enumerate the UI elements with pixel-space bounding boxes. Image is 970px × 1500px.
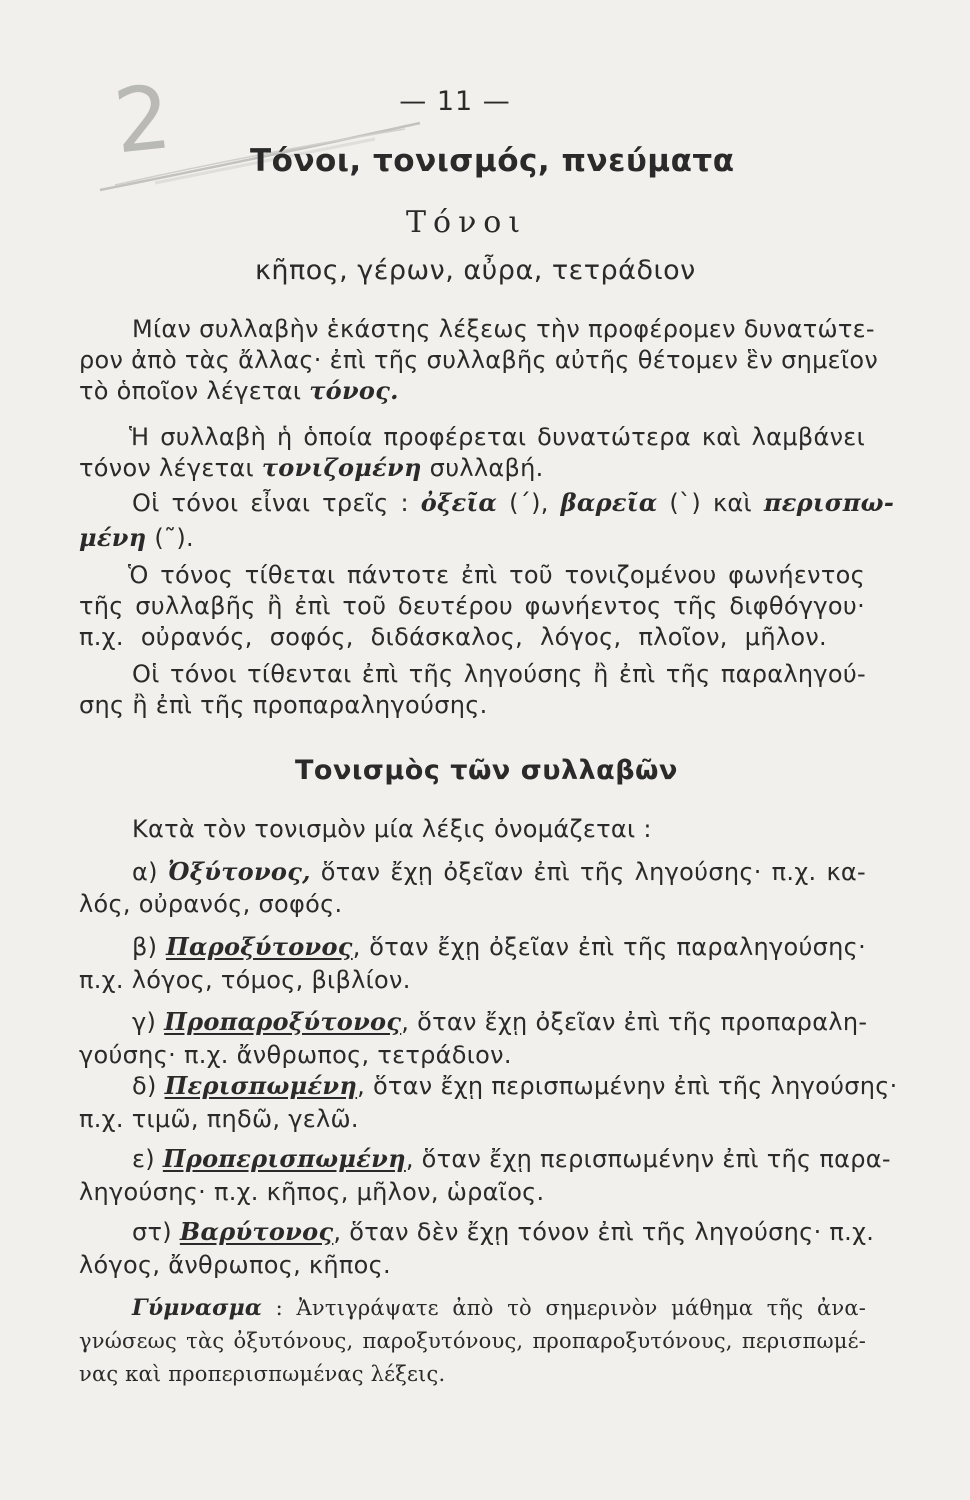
- text-span: Οἱ τόνοι εἶναι τρεῖς :: [132, 489, 421, 517]
- term-tonos: τόνος.: [309, 376, 399, 405]
- term-varytonos: Βαρύτονος: [179, 1217, 334, 1246]
- tonoi-text-line-11: Οἱ τόνοι τίθενται ἐπὶ τῆς ληγούσης ἢ ἐπὶ τῆς παραληγού-: [132, 660, 866, 688]
- text-span: τόνον λέγεται: [79, 454, 262, 482]
- item-label: β): [132, 933, 166, 961]
- text-span: (`) καὶ: [657, 489, 764, 517]
- item-label: γ): [132, 1008, 165, 1036]
- text-span: (΄),: [497, 489, 561, 517]
- pencil-mark-digit: 2: [109, 65, 176, 174]
- term-paroxytonos: Παροξύτονος: [165, 932, 353, 961]
- tonoi-text-line-1: Μίαν συλλαβὴν ἑκάστης λέξεως τὴν προφέρομεν δυνατώτε-: [132, 315, 875, 343]
- item-label: α): [132, 858, 168, 886]
- term-proparoxytonos: Προπαροξύτονος: [164, 1007, 402, 1036]
- text-span: (῀).: [146, 524, 194, 552]
- term-vareia: βαρεῖα: [560, 488, 658, 517]
- exercise-line-3: νας καὶ προπερισπωμένας λέξεις.: [79, 1362, 446, 1386]
- text-span: , ὅταν ἔχῃ περισπωμένην ἐπὶ τῆς παρα-: [405, 1145, 891, 1173]
- text-span: ὅταν ἔχῃ ὀξεῖαν ἐπὶ τῆς ληγούσης· π.χ. κα-: [310, 858, 866, 886]
- section-heading-tonismos: Τονισμὸς τῶν συλλαβῶν: [295, 755, 678, 786]
- term-oxytonos: Ὀξύτονος,: [167, 857, 311, 886]
- text-span: συλλαβή.: [421, 454, 544, 482]
- section-heading-tonoi: Τόνοι: [406, 205, 528, 240]
- text-span: , ὅταν δὲν ἔχῃ τόνον ἐπὶ τῆς ληγούσης· π.χ.: [333, 1218, 875, 1246]
- item-c-line-1: [132, 1007, 866, 1037]
- tonoi-text-line-7: [79, 523, 194, 553]
- exercise-label: Γύμνασμα: [132, 1295, 263, 1321]
- text-span: τὸ ὁποῖον λέγεται: [79, 377, 310, 405]
- term-perispomeni-item: Περισπωμένη: [164, 1071, 358, 1100]
- term-perispomeni-end: μένη: [79, 523, 147, 552]
- exercise-line-1: [132, 1293, 866, 1323]
- item-d-line-2: π.χ. τιμῶ, πηδῶ, γελῶ.: [79, 1105, 359, 1133]
- term-properispomeni: Προπερισπωμένη: [162, 1144, 406, 1173]
- text-span: , ὅταν ἔχῃ ὀξεῖαν ἐπὶ τῆς παραληγούσης·: [352, 933, 866, 961]
- item-a-line-1: [132, 857, 866, 887]
- tonoi-text-line-4: Ἡ συλλαβὴ ἡ ὁποία προφέρεται δυνατώτερα καὶ λαμβάνει: [129, 423, 865, 451]
- tonoi-text-line-10: π.χ. οὐρανός, σοφός, διδάσκαλος, λόγος, πλοῖον, μῆλον.: [79, 623, 827, 651]
- item-f-line-2: λόγος, ἄνθρωπος, κῆπος.: [79, 1251, 391, 1279]
- tonoi-text-line-9: τῆς συλλαβῆς ἢ ἐπὶ τοῦ δευτέρου φωνήεντος τῆς διφθόγγου·: [79, 592, 865, 620]
- item-label: ε): [132, 1145, 163, 1173]
- item-b-line-2: π.χ. λόγος, τόμος, βιβλίον.: [79, 966, 411, 994]
- item-e-line-2: ληγούσης· π.χ. κῆπος, μῆλον, ὡραῖος.: [79, 1178, 545, 1206]
- page-number: — 11 —: [399, 86, 511, 117]
- item-a-line-2: λός, οὐρανός, σοφός.: [79, 890, 343, 918]
- pencil-annotation: [95, 55, 425, 205]
- exercise-line-2: γνώσεως τὰς ὀξυτόνους, παροξυτόνους, προπαροξυτόνους, περισπωμέ-: [79, 1329, 866, 1353]
- text-span: : Ἀντιγράψατε ἀπὸ τὸ σημερινὸν μάθημα τῆς ἀνα-: [262, 1296, 866, 1320]
- tonoi-text-line-8: Ὁ τόνος τίθεται πάντοτε ἐπὶ τοῦ τονιζομένου φωνήεντος: [128, 561, 865, 589]
- item-e-line-1: [132, 1144, 891, 1174]
- tonoi-text-line-2: ρον ἀπὸ τὰς ἄλλας· ἐπὶ τῆς συλλαβῆς αὐτῆς θέτομεν ἓν σημεῖον: [79, 346, 879, 374]
- term-perispomeni: περισπω-: [763, 488, 895, 517]
- tonoi-text-line-3: [79, 376, 399, 406]
- term-oxeia: ὀξεῖα: [420, 488, 498, 517]
- tonoi-text-line-6: [132, 488, 895, 518]
- tonoi-text-line-12: σης ἢ ἐπὶ τῆς προπαραληγούσης.: [79, 691, 488, 719]
- item-label: δ): [132, 1072, 165, 1100]
- text-span: , ὅταν ἔχῃ ὀξεῖαν ἐπὶ τῆς προπαραλη-: [401, 1008, 868, 1036]
- term-tonizomeni: τονιζομένη: [261, 453, 422, 482]
- text-span: , ὅταν ἔχῃ περισπωμένην ἐπὶ τῆς ληγούσης·: [357, 1072, 898, 1100]
- item-label: στ): [132, 1218, 180, 1246]
- main-heading: Τόνοι, τονισμός, πνεύματα: [250, 143, 735, 179]
- item-d-line-1: [132, 1071, 898, 1101]
- examples-line: κῆπος, γέρων, αὖρα, τετράδιον: [255, 255, 696, 286]
- item-c-line-2: γούσης· π.χ. ἄνθρωπος, τετράδιον.: [79, 1041, 512, 1069]
- item-b-line-1: [132, 932, 866, 962]
- item-f-line-1: [132, 1217, 875, 1247]
- tonoi-text-line-5: [79, 453, 544, 483]
- tonismos-intro: Κατὰ τὸν τονισμὸν μία λέξις ὀνομάζεται :: [132, 815, 652, 843]
